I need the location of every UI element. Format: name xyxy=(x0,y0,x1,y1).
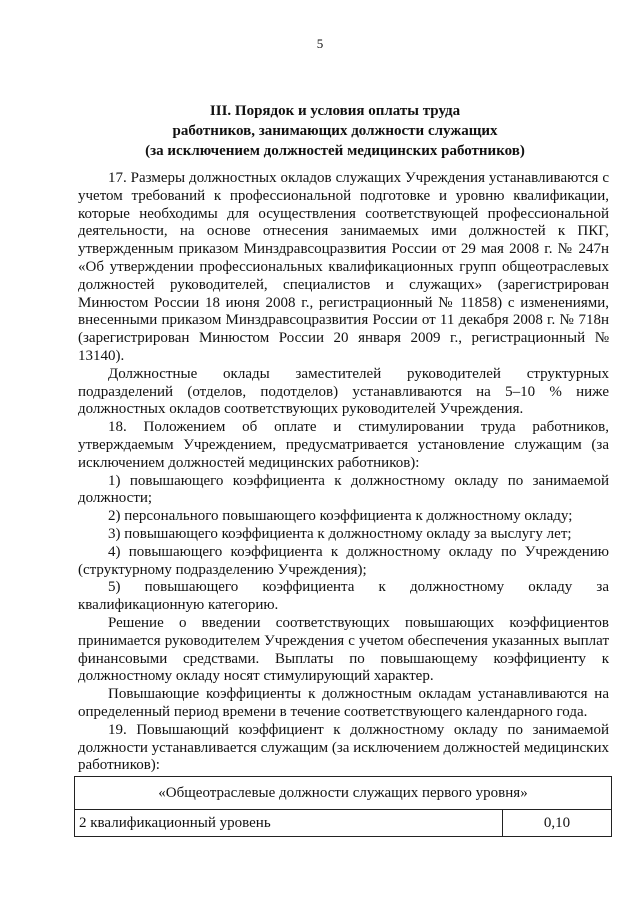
table-cell-level: 2 квалификационный уровень xyxy=(75,810,503,837)
paragraph-17: 17. Размеры должностных окладов служащих Учреждения устанавливаются с учетом требований к профессиональной подготовке и уровню квалификации, которые необходимы для осуществления соответствующей профессиональной деятельности, на основе отнесения занимаемых ими должностей к ПКГ, утвержденным приказом Минздравсоцразвития России от 29 мая 2008 г. № 247н «Об утверждении профессиональных квалификационных групп общеотраслевых должностей руководителей, специалистов и служащих» (зарегистрирован Минюстом России 18 июня 2008 г., регистрационный № 11858) с изменениями, внесенными приказом Минздравсоцразвития России от 11 декабря 2008 г. № 718н (зарегистрирован Минюстом России 20 января 2009 г., регистрационный № 13140). xyxy=(78,170,609,364)
table-row xyxy=(75,810,612,837)
body-text xyxy=(78,170,609,775)
list-item-2: 2) персонального повышающего коэффициента к должностному окладу; xyxy=(108,508,573,525)
paragraph-18: 18. Положением об оплате и стимулировании труда работников, утверждаемым Учреждением, предусматривается установление служащим (за исключением должностей медицинских работников): xyxy=(78,419,609,471)
paragraph-period: Повышающие коэффициенты к должностным окладам устанавливаются на определенный период времени в течение соответствующего календарного года. xyxy=(78,686,609,720)
paragraph-decision: Решение о введении соответствующих повышающих коэффициентов принимается руководителем Учреждения с учетом обеспечения указанных выплат финансовыми средствами. Выплаты по повышающему коэффициенту к должностному окладу носят стимулирующий характер. xyxy=(78,614,609,685)
section-heading xyxy=(60,101,610,161)
list-item-3: 3) повышающего коэффициента к должностному окладу за выслугу лет; xyxy=(108,525,572,542)
heading-line-3: (за исключением должностей медицинских работников) xyxy=(145,143,525,159)
table-group-title: «Общеотраслевые должности служащих первого уровня» xyxy=(75,777,612,810)
paragraph-deputies: Должностные оклады заместителей руководителей структурных подразделений (отделов, подотделов) устанавливаются на 5–10 % ниже должностных окладов соответствующих руководителей Учреждения. xyxy=(78,365,609,418)
heading-line-2: работников, занимающих должности служащих xyxy=(172,123,498,139)
list-item-1: 1) повышающего коэффициента к должностному окладу по занимаемой должности; xyxy=(78,472,609,507)
paragraph-19: 19. Повышающий коэффициент к должностному окладу по занимаемой должности устанавливается служащим (за исключением должностей медицинских работников): xyxy=(78,721,609,774)
table-group-row xyxy=(75,777,612,810)
page-number: 5 xyxy=(316,36,324,51)
list-item-5: 5) повышающего коэффициента к должностному окладу за квалификационную категорию. xyxy=(78,579,609,614)
coefficient-table xyxy=(74,776,612,837)
list-item-4: 4) повышающего коэффициента к должностному окладу по Учреждению (структурному подразделению Учреждения); xyxy=(78,543,609,578)
table-cell-coefficient: 0,10 xyxy=(503,810,612,837)
heading-line-1: III. Порядок и условия оплаты труда xyxy=(209,103,461,119)
